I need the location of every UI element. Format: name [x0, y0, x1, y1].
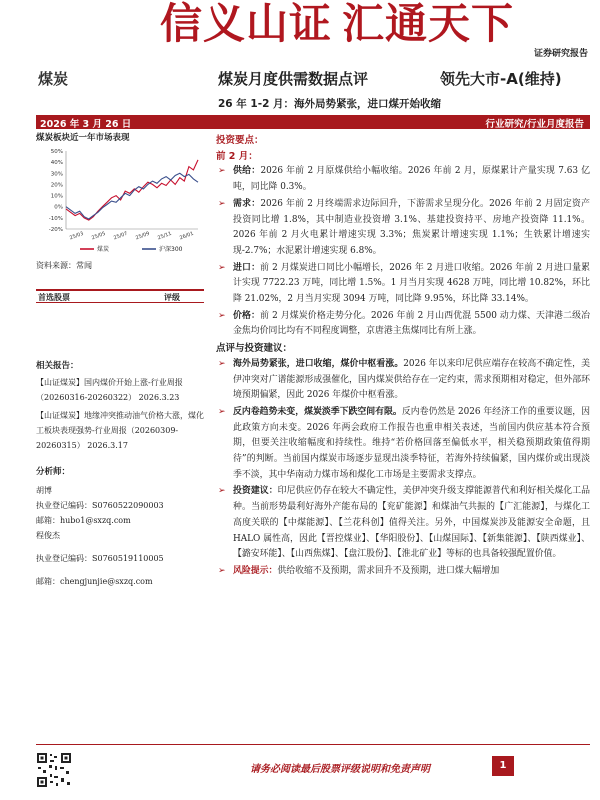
advice-item: ➢ 投资建议：印尼供应仍存在较大不确定性，美伊冲突升级支撑能源普代和利好相关煤化工品种。当前形势最利好海外产能布局的【兖矿能源】和煤油气共振的【广汇能源】，与煤化工高度关联的【中煤能源】、【兰花科创】值得关注。另外，中国煤炭涉及能源安全命题，且 HALO 属性高，因此【晋控煤业】、【华阳股份】、【山煤国际】、【新集能源】、【陕西煤业】、【潞安环能】、【山西焦煤】、【盘江股份】、【淮北矿业】等标的也具备较强配置价值。: [218, 486, 591, 560]
bullet-demand: ➢ 需求：2026 年前 2 月终端需求边际回升，下游需求呈现分化。2026 年前 2 月固定资产投资同比增 1.8%，其中制造业投资增 3.1%、基建投资持平、房地产投资降 11.1%。2026 年前 2 月火电累计增速实现 3.3%；焦炭累计增速实现 1.1%；生铁累计增速实现-2.7%；水泥累计增速实现 6.8%。: [218, 198, 591, 256]
analyst-cert: 执业登记编码：S0760519110005: [36, 554, 164, 563]
logo-text: [160, 0, 514, 48]
preferred-stocks-header: [36, 289, 204, 303]
disclaimer-text: 请务必阅读最后股票评级说明和免责声明: [250, 764, 430, 775]
sidebar: [36, 131, 204, 586]
report-date: 2026 年 3 月 26 日: [40, 119, 132, 130]
preferred-stocks-label: 首选股票: [38, 293, 70, 302]
bullet-import: ➢ 进口：前 2 月煤炭进口同比小幅增长，2026 年 2 月进口收缩。2026 年前 2 月进口量累计实现 7722.23 万吨，同比增 1.5%。1 月当月实现 4628 万吨，同比增 10.82%，环比降 21.02%，2 月当月实现 3094 万吨，同比降 9.95%，环比降 33.14%。: [218, 262, 590, 305]
analyst-email[interactable]: 邮箱：hubo1@sxzq.com: [36, 516, 131, 525]
title-row: [0, 66, 600, 90]
analyst-name: 胡博: [36, 486, 52, 495]
y-tick-label: 30%: [50, 171, 63, 178]
advice-item: ➢ 反内卷趋势未变，煤炭淡季下跌空间有限。反内卷仍然是 2026 年经济工作的重要议题，因此政策方向未变。2026 年两会政府工作报告也重申相关表述，当前国内供应基本符合预期，但要关注收缩幅度和持续性。维持“若价格回落至偏低水平，相关稳预期政策值得期待”的判断。当前国内煤炭市场逐步显现出淡季特征，若海外持续偏紧，国内煤价或出现淡季不淡，其中华南动力煤市场和煤化工市场是主要需求支撑点。: [218, 406, 591, 480]
related-report-item[interactable]: 【山证煤炭】地缘冲突推动油气价格大涨，煤化工板块表现强势-行业周报（20260309-20260315） 2026.3.17: [36, 411, 204, 450]
legend-label: 沪深300: [159, 246, 183, 253]
bullet-arrow-icon: ➢: [218, 198, 226, 209]
risk-item: ➢ 风险提示：供给收缩不及预期，需求回升不及预期，进口煤大幅增加: [216, 564, 590, 580]
bullet-arrow-icon: ➢: [218, 358, 226, 369]
research-label: 证券研究报告: [533, 49, 588, 59]
y-tick-label: 10%: [50, 193, 63, 200]
analyst-cert: 执业登记编码：S0760522090003: [36, 501, 164, 510]
legend-label: 煤炭: [97, 246, 110, 253]
header-band: [0, 0, 600, 72]
performance-chart: [36, 147, 204, 263]
x-tick-label: 25/11: [156, 230, 173, 242]
analyst-gap: [36, 543, 204, 551]
advice-heading: 点评与投资建议：: [216, 343, 293, 355]
y-tick-label: 50%: [50, 149, 63, 155]
analysts-heading: 分析师：: [36, 467, 71, 477]
x-tick-label: 25/03: [68, 230, 85, 242]
x-tick-label: 25/07: [112, 230, 129, 242]
x-tick-label: 25/05: [90, 230, 107, 242]
page-number: 1: [492, 756, 514, 776]
bullet-arrow-icon: ➢: [218, 565, 226, 576]
qr-code-icon: [36, 752, 72, 788]
bullet-arrow-icon: ➢: [218, 406, 226, 417]
related-report-item[interactable]: 【山证煤炭】国内煤价开始上涨-行业周报（20260316-20260322） 2026.3.23: [36, 378, 183, 402]
y-tick-label: -10%: [48, 215, 63, 222]
chart-source: 资料来源：常闻: [36, 261, 92, 270]
analyst-name: 程俊杰: [36, 531, 60, 540]
report-type: 行业研究/行业月度报告: [485, 119, 584, 130]
x-tick-label: 26/01: [178, 230, 195, 242]
main-content: [216, 133, 590, 581]
report-subtitle: 26 年 1-2 月：海外局势紧张，进口煤开始收缩: [218, 98, 442, 110]
rating-label: 领先大市-A(维持): [440, 70, 562, 88]
series-line-coal: [66, 160, 198, 220]
bullet-arrow-icon: ➢: [218, 166, 226, 177]
chart-heading: 煤炭板块近一年市场表现: [36, 133, 130, 143]
feb-heading: 前 2 月：: [216, 150, 258, 162]
advice-item: ➢ 海外局势紧张，进口收缩，煤价中枢看涨。2026 年以来印尼供应端存在较高不确定性，美伊冲突对广谱能源形成强催化，国内煤炭供给存在一定约束，需求预期相对稳定，但外部环境预期偏紧，因此 2026 年煤价中枢看涨。: [218, 358, 591, 401]
x-tick-label: 25/09: [134, 230, 151, 242]
analysts-list: [36, 483, 204, 589]
logo-text-part2: 汇通天下: [342, 0, 515, 48]
bullet-arrow-icon: ➢: [218, 486, 226, 497]
analyst-email[interactable]: 邮箱：chengjunjie@sxzq.com: [36, 577, 153, 586]
industry-label: 煤炭: [38, 70, 69, 88]
y-tick-label: 40%: [50, 160, 63, 167]
bullet-price: ➢ 价格：前 2 月煤炭价格走势分化。2026 年前 2 月山西优混 5500 动力煤、天津港二级冶金焦均价同比均有不同程度调整，京唐港主焦煤同比有所上涨。: [218, 310, 591, 337]
bullet-arrow-icon: ➢: [218, 310, 226, 321]
investment-points-heading: 投资要点：: [216, 135, 264, 146]
y-tick-label: 20%: [50, 182, 63, 189]
bullet-arrow-icon: ➢: [218, 262, 226, 273]
logo-text-part1: 信义山证: [160, 0, 333, 48]
bullet-supply: ➢ 供给：2026 年前 2 月原煤供给小幅收缩。2026 年前 2 月，原煤累计产量实现 7.63 亿吨，同比降 0.3%。: [218, 166, 591, 193]
footer-divider: [36, 744, 590, 745]
analyst-gap: [36, 566, 204, 574]
report-title: 煤炭月度供需数据点评: [218, 70, 369, 88]
y-tick-label: -20%: [48, 227, 63, 233]
y-tick-label: 0%: [54, 204, 63, 211]
related-reports: [36, 375, 204, 456]
related-reports-heading: 相关报告：: [36, 361, 79, 371]
date-bar: [36, 115, 590, 129]
rating-column-label: 评级: [164, 293, 180, 302]
